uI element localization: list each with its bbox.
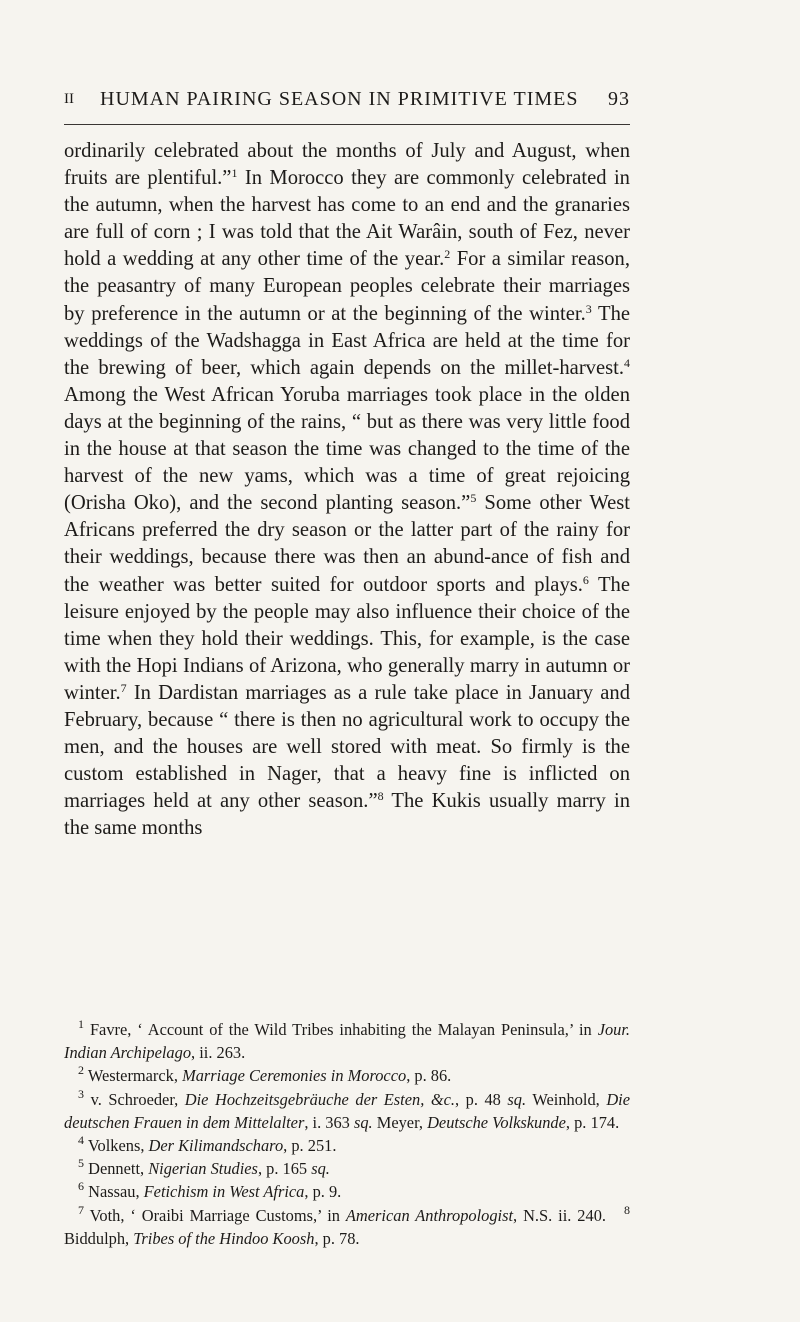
footnote-text: , N.S. ii. 240.: [513, 1205, 606, 1225]
footnote-marker: 8: [377, 789, 384, 804]
footnote: [64, 1134, 630, 1157]
footnote-marker: 4: [624, 355, 630, 370]
running-title: HUMAN PAIRING SEASON IN PRIMITIVE TIMES: [100, 88, 579, 110]
footnote-title: Die Hochzeitsgebräuche der Esten, &c.: [184, 1089, 455, 1109]
footnote-text: Westermarck,: [87, 1066, 183, 1086]
footnote-marker: 3: [585, 301, 592, 316]
footnote: [64, 1064, 630, 1087]
footnote-number: 8: [623, 1202, 630, 1217]
sentence: Among the West African Yoruba marriages took place in the olden days at the beginning of the rains, “ but as there was very little food in the house at that season the time was changed to the time of the harvest of the new yams, which was a time of great rejoicing (Orisha Oko), and the second planting season.”: [64, 383, 630, 515]
footnote-title: Die deutschen Frauen in dem Mittelalter: [64, 1089, 630, 1132]
sentence: The Kukis usually marry in the same months: [64, 790, 630, 840]
footnote-text: Meyer,: [372, 1112, 428, 1132]
footnote-number: 4: [78, 1133, 84, 1148]
sentence: Some other West Africans preferred the dry season or the latter part of the rainy for their weddings, because there was then an abund-ance of fish and the weather was better suited for outdoor sports and plays.: [64, 492, 631, 596]
footnote-title: Jour. Indian Archipelago: [64, 1020, 631, 1063]
footnote-text: , p. 165: [257, 1159, 312, 1179]
footnote-number: 7: [78, 1202, 84, 1217]
footnote-text: , ii. 263.: [191, 1043, 246, 1063]
footnote-title: American Anthropologist: [345, 1205, 514, 1225]
sentence: The leisure enjoyed by the people may also influence their choice of the time when they hold their weddings. This, for example, is the case with the Hopi Indians of Arizona, who generally marry in autumn or winter.: [64, 573, 630, 704]
chapter-number: II: [64, 91, 74, 107]
footnote-marker: 2: [444, 247, 451, 262]
footnote-number: 6: [78, 1179, 84, 1194]
footnote-text: , i. 363: [304, 1112, 354, 1132]
footnote-marker: 1: [231, 166, 238, 181]
footnote-text: v. Schroeder,: [90, 1089, 185, 1109]
footnote-text: , p. 251.: [283, 1136, 337, 1156]
footnote: [64, 1204, 630, 1250]
footnote-title: Fetichism in West Africa: [143, 1182, 305, 1202]
footnote: [64, 1157, 630, 1180]
footnote-title: Der Kilimandscharo: [148, 1136, 284, 1156]
footnote-text: Dennett,: [88, 1159, 149, 1179]
header-rule: [64, 124, 630, 125]
footnote-title: Deutsche Volkskunde: [427, 1112, 566, 1132]
footnote-number: 2: [78, 1063, 84, 1078]
footnote-title: sq.: [507, 1089, 527, 1109]
running-header: [64, 88, 630, 118]
footnote-title: Tribes of the Hindoo Koosh: [133, 1228, 315, 1248]
footnote: [64, 1088, 630, 1134]
footnote-text: Volkens,: [87, 1136, 149, 1156]
footnote: [64, 1180, 630, 1203]
footnote-text: Favre, ‘ Account of the Wild Tribes inhabiting the Malayan Peninsula,’ in: [89, 1020, 598, 1039]
footnote-number: 5: [78, 1156, 84, 1171]
sentence: In Dardistan marriages as a rule take place in January and February, because “ there is then no agricultural work to occupy the men, and the houses are well stored with meat. So firmly is the custom established in Nager, that a heavy fine is inflicted on marriages held at any other season.”: [64, 681, 630, 813]
footnote: [64, 1018, 630, 1064]
footnote-title: Nigerian Studies: [148, 1159, 258, 1179]
sentence: The weddings of the Wadshagga in East Africa are held at the time for the brewing of beer, which again depends on the millet-harvest.: [64, 302, 631, 379]
footnote-marker: 6: [582, 572, 589, 587]
footnote-text: , p. 78.: [314, 1228, 360, 1248]
sentence: In Morocco they are commonly celebrated in the autumn, when the harvest has come to an end and the granaries are full of corn ; I was told that the Ait Warâin, south of Fez, never hold a wedding at any other time of the year.: [64, 167, 630, 271]
footnote-title: Marriage Ceremonies in Morocco: [182, 1066, 407, 1086]
body-paragraph: [64, 138, 630, 842]
footnote-title: sq.: [353, 1112, 373, 1132]
sentence: For a similar reason, the peasantry of many European peoples celebrate their marriages by preference in the autumn or at the beginning of the winter.: [64, 248, 630, 325]
footnote-text: , p. 86.: [406, 1066, 452, 1086]
footnote-marker: 7: [120, 680, 127, 695]
footnote-text: Weinhold,: [526, 1089, 607, 1109]
footnote-text: , p. 174.: [565, 1112, 620, 1132]
footnote-number: 1: [78, 1017, 84, 1031]
footnotes: [64, 1018, 630, 1250]
footnote-text: Nassau,: [88, 1182, 144, 1202]
page-number: 93: [608, 88, 630, 110]
footnote-text: , p. 48: [454, 1089, 508, 1109]
footnote-text: Biddulph,: [64, 1228, 134, 1248]
footnote-text: Voth, ‘ Oraibi Marriage Customs,’ in: [89, 1205, 346, 1225]
footnote-title: sq.: [311, 1159, 330, 1179]
sentence: ordinarily celebrated about the months of July and August, when fruits are plentiful.”: [64, 140, 630, 190]
footnote-number: 3: [78, 1086, 84, 1101]
footnote-marker: 5: [470, 491, 477, 506]
footnote-text: , p. 9.: [304, 1182, 342, 1202]
